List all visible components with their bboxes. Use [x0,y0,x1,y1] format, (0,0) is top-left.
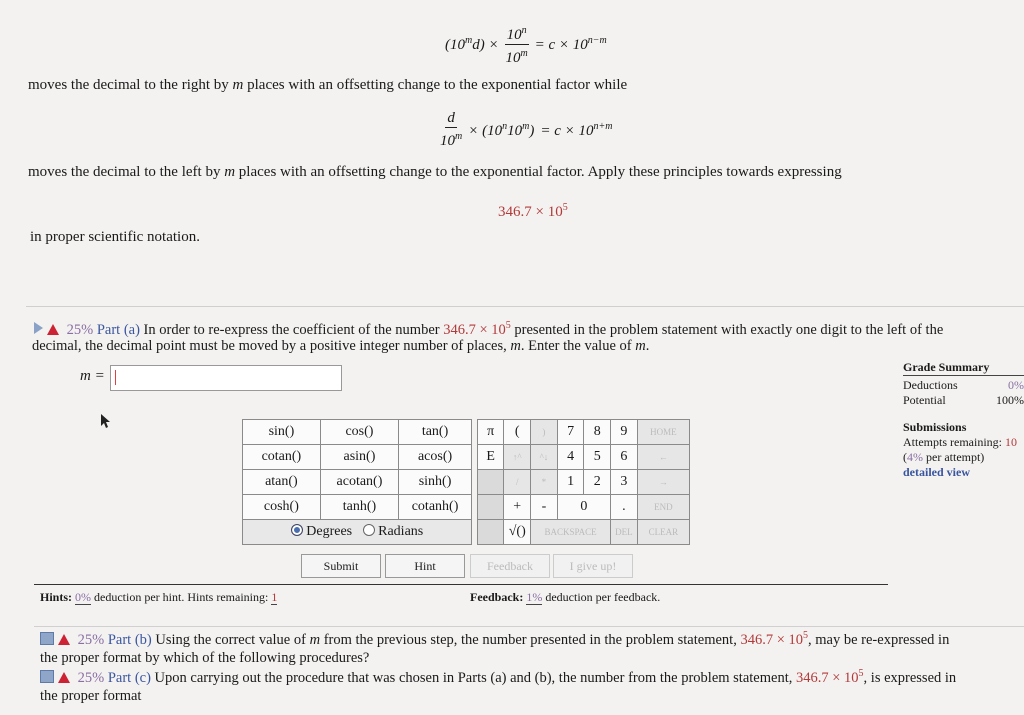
detailed-view-link[interactable]: detailed view [903,465,970,479]
attempts-remaining: Attempts remaining: 10 [903,435,1017,449]
key-right[interactable]: → [637,470,689,495]
text-line-2: moves the decimal to the left by m places with an offsetting change to the exponential factor. Apply these principles towards expressing [28,164,842,180]
answer-input[interactable] [110,365,342,391]
angle-mode-row [243,520,472,545]
key-tanh[interactable]: tanh() [320,495,398,520]
warning-icon [58,634,70,645]
submissions-title: Submissions [903,420,967,434]
deductions-label: Deductions [903,378,958,392]
key-up[interactable]: ↑^ [504,445,531,470]
key-rparen[interactable]: ) [531,420,558,445]
text-caret [115,370,116,385]
warning-icon [47,324,59,335]
key-8[interactable]: 8 [584,420,611,445]
key-sinh[interactable]: sinh() [399,470,472,495]
deductions-value: 0% [1008,378,1024,392]
key-plus[interactable]: + [504,495,531,520]
key-dot[interactable]: . [611,495,638,520]
key-blank-1 [478,470,504,495]
key-7[interactable]: 7 [557,420,584,445]
key-lparen[interactable]: ( [504,420,531,445]
key-3[interactable]: 3 [611,470,638,495]
part-b-line2: the proper format by which of the following procedures? [40,650,370,666]
radians-radio[interactable]: Radians [363,524,424,539]
expand-icon[interactable] [40,670,54,683]
equation-2: $\frac{d}{10^m}$ × $(10^n10^m)$ = $c \times 10^{n+m}$ [440,110,613,149]
section-divider [26,306,1024,307]
expand-icon[interactable] [40,632,54,645]
key-sqrt[interactable]: √() [504,520,531,545]
text-line-3: in proper scientific notation. [30,229,200,245]
parts-divider [34,626,1024,627]
key-blank-3 [478,520,504,545]
equation-1: $(10^md)$ × $\frac{10^n}{10^m}$ = $c \times 10^{n-m}$ [445,22,607,67]
key-acos[interactable]: acos() [399,445,472,470]
problem-number: $346.7 \times 10^5$ [498,202,568,220]
key-2[interactable]: 2 [584,470,611,495]
key-del[interactable]: DEL [611,520,638,545]
warning-icon [58,672,70,683]
hints-info: Hints: 0% deduction per hint. Hints remaining: 1 [40,590,278,604]
grade-summary-title: Grade Summary [903,360,1024,376]
part-c-header[interactable]: 25% Part (c) Upon carrying out the procedure that was chosen in Parts (a) and (b), the number from the problem statement, $346.7 \times 10^5$, is expressed in [40,668,1024,687]
key-cos[interactable]: cos() [320,420,398,445]
fraction-10n-over-10m: $\frac{10^n}{10^m}$ [505,22,529,67]
key-5[interactable]: 5 [584,445,611,470]
key-cotanh[interactable]: cotanh() [399,495,472,520]
key-0[interactable]: 0 [557,495,610,520]
key-cotan[interactable]: cotan() [243,445,321,470]
per-attempt: (4% per attempt) [903,450,985,464]
input-label-m: m = [80,368,105,384]
key-left[interactable]: ← [637,445,689,470]
key-4[interactable]: 4 [557,445,584,470]
part-a-header: 25% Part (a) In order to re-express the coefficient of the number $346.7 \times 10^5$ presented in the problem statement with exactly one digit to the left of the [34,316,1024,340]
submit-button[interactable]: Submit [301,554,381,578]
key-pi[interactable]: π [478,420,504,445]
potential-label: Potential [903,393,946,407]
key-star[interactable]: * [531,470,558,495]
key-9[interactable]: 9 [611,420,638,445]
part-b-header[interactable]: 25% Part (b) Using the correct value of m from the previous step, the number presented in the problem statement, $346.7 \times 10^5$, may be re-expressed in [40,630,1024,649]
text-line-1: moves the decimal to the right by m places with an offsetting change to the exponential factor while [28,77,628,93]
give-up-button[interactable]: I give up! [553,554,633,578]
submissions [903,420,1024,480]
hints-divider [34,584,888,585]
key-sin[interactable]: sin() [243,420,321,445]
key-home[interactable]: HOME [637,420,689,445]
key-slash[interactable]: / [504,470,531,495]
part-c-line2: the proper format [40,688,142,704]
key-asin[interactable]: asin() [320,445,398,470]
function-keypad [242,419,472,545]
key-clear[interactable]: CLEAR [637,520,689,545]
key-cosh[interactable]: cosh() [243,495,321,520]
key-6[interactable]: 6 [611,445,638,470]
grade-summary [903,360,1024,408]
mouse-pointer-icon [100,413,112,429]
key-tan[interactable]: tan() [399,420,472,445]
degrees-radio[interactable]: Degrees [291,524,356,539]
numeric-keypad [477,419,690,545]
key-e[interactable]: E [478,445,504,470]
feedback-button[interactable]: Feedback [470,554,550,578]
key-1[interactable]: 1 [557,470,584,495]
key-blank-2 [478,495,504,520]
key-minus[interactable]: - [531,495,558,520]
hint-button[interactable]: Hint [385,554,465,578]
part-a-header-line2: decimal, the decimal point must be moved by a positive integer number of places, m. Enter the value of m. [32,338,650,354]
potential-value: 100% [996,393,1024,407]
key-atan[interactable]: atan() [243,470,321,495]
key-down[interactable]: ^↓ [531,445,558,470]
key-end[interactable]: END [637,495,689,520]
key-backspace[interactable]: BACKSPACE [531,520,611,545]
feedback-info: Feedback: 1% deduction per feedback. [470,590,661,604]
key-acotan[interactable]: acotan() [320,470,398,495]
play-arrow-icon[interactable] [34,322,43,334]
